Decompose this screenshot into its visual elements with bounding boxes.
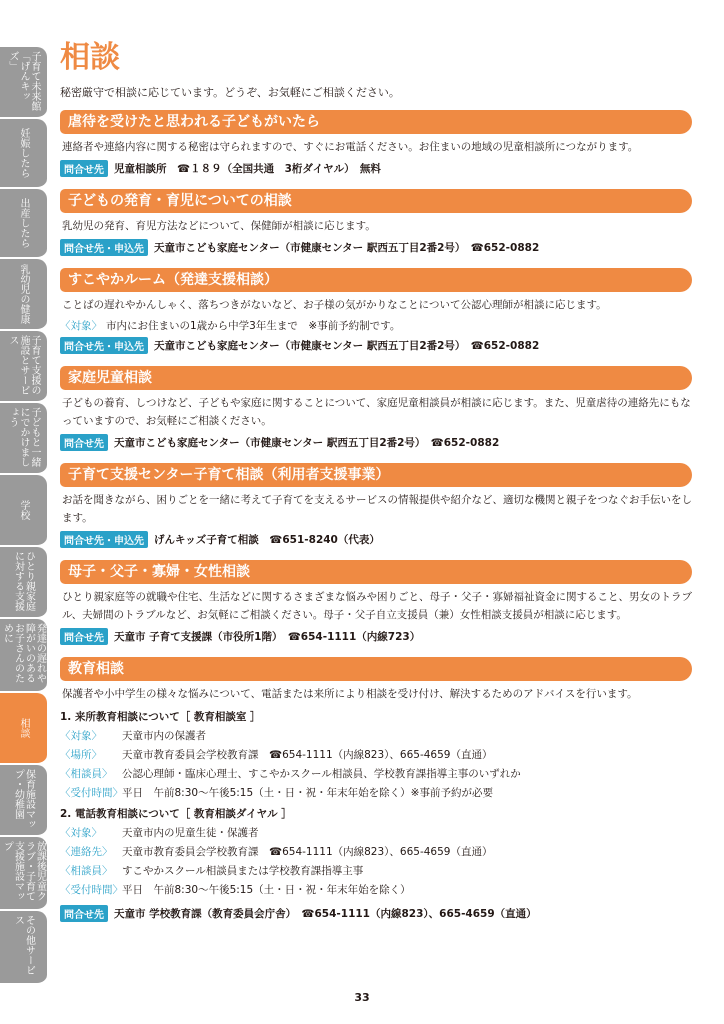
row-value: 天童市教育委員会学校教育課 ☎654-1111（内線823）、665-4659（直通）: [122, 846, 493, 858]
target-label: 〈対象〉: [60, 320, 102, 332]
row-value: 公認心理師・臨床心理士、すこやかスクール相談員、学校教育課指導主事のいずれか: [122, 768, 521, 780]
contact-tag: 問合せ先・申込先: [60, 337, 148, 354]
row-label: 〈対象〉: [60, 827, 102, 839]
contact-info: 天童市こども家庭センター（市健康センター 駅西五丁目2番2号） ☎652-0882: [154, 242, 540, 254]
row-label: 〈受付時間〉: [60, 787, 123, 799]
section-heading: 子育て支援センター子育て相談（利用者支援事業）: [60, 463, 692, 487]
row-label: 〈場所〉: [60, 749, 102, 761]
contact-info: 天童市こども家庭センター（市健康センター 駅西五丁目2番2号） ☎652-0882: [154, 340, 540, 352]
section-text: ことばの遅れやかんしゃく、落ちつきがないなど、お子様の気がかりなことについて公認心理師が相談に応じます。: [62, 299, 607, 311]
contact-tag: 問合せ先: [60, 160, 108, 177]
section-child-development: [60, 189, 692, 256]
row-label: 〈受付時間〉: [60, 884, 123, 896]
section-single-parent: [60, 560, 692, 645]
row-label: 〈連絡先〉: [60, 846, 113, 858]
contact-tag: 問合せ先: [60, 905, 108, 922]
intro-text: 秘密厳守で相談に応じています。どうぞ、お気軽にご相談ください。: [60, 86, 400, 99]
row-label: 〈対象〉: [60, 730, 102, 742]
side-tab-infant-health[interactable]: 乳幼児の健康: [0, 259, 47, 331]
row-value: 天童市教育委員会学校教育課 ☎654-1111（内線823）、665-4659（直通）: [122, 749, 493, 761]
contact-tag: 問合せ先・申込先: [60, 531, 148, 548]
contact-info: 天童市 学校教育課（教育委員会庁舎） ☎654-1111（内線823）、665-4659（直通）: [114, 908, 537, 920]
section-education: [60, 657, 692, 922]
section-heading: 教育相談: [60, 657, 692, 681]
side-tab-nursery-map[interactable]: 保育施設マップ・幼稚園: [0, 765, 47, 837]
contact-info: げんキッズ子育て相談 ☎651-8240（代表）: [154, 534, 380, 546]
row-value: 天童市内の保護者: [122, 730, 206, 742]
row-value: すこやかスクール相談員または学校教育課指導主事: [122, 865, 364, 877]
section-heading: 家庭児童相談: [60, 366, 692, 390]
section-abuse: [60, 110, 692, 177]
contact-info: 児童相談所 ☎１８９（全国共通 3桁ダイヤル） 無料: [114, 163, 381, 175]
side-tab-school[interactable]: 学校: [0, 475, 47, 547]
row-value: 平日 午前8:30～午後5:15（土・日・祝・年末年始を除く）: [122, 884, 411, 896]
contact-tag: 問合せ先: [60, 628, 108, 645]
section-text: 乳幼児の発育、育児方法などについて、保健師が相談に応じます。: [62, 220, 376, 232]
side-tab-afterschool-map[interactable]: 放課後児童クラブ・子育て支援施設マップ: [0, 837, 47, 911]
contact-info: 天童市こども家庭センター（市健康センター 駅西五丁目2番2号） ☎652-0882: [114, 437, 500, 449]
section-text: お話を聞きながら、困りごとを一緒に考えて子育てを支えるサービスの情報提供や紹介など、適切な機関と親子をつなぐお手伝いをします。: [62, 494, 692, 524]
section-text: 保護者や小中学生の様々な悩みについて、電話または来所により相談を受け付け、解決するためのアドバイスを行います。: [62, 688, 638, 700]
contact-info: 天童市 子育て支援課（市役所1階） ☎654-1111（内線723）: [114, 631, 421, 643]
side-tab-birth[interactable]: 出産したら: [0, 189, 47, 259]
page-number: 33: [354, 991, 370, 1004]
section-heading: 子どもの発育・育児についての相談: [60, 189, 692, 213]
section-heading: 母子・父子・寡婦・女性相談: [60, 560, 692, 584]
row-value: 天童市内の児童生徒・保護者: [122, 827, 259, 839]
section-sukoyaka-room: [60, 268, 692, 354]
section-support-center: [60, 463, 692, 548]
main-content: [60, 40, 692, 922]
side-tab-consultation[interactable]: 相談: [0, 693, 47, 765]
section-text: 連絡者や連絡内容に関する秘密は守られますので、すぐにお電話ください。お住まいの地域の児童相談所につながります。: [62, 141, 639, 153]
side-tab-pregnancy[interactable]: 妊娠したら: [0, 119, 47, 189]
section-heading: すこやかルーム（発達支援相談）: [60, 268, 692, 292]
section-family-child: [60, 366, 692, 451]
side-tab-single-parent[interactable]: ひとり親家庭に対する支援: [0, 547, 47, 619]
row-label: 〈相談員〉: [60, 768, 113, 780]
side-tab-support-facilities[interactable]: 子育て支援の施設とサービス: [0, 331, 47, 403]
row-label: 〈相談員〉: [60, 865, 113, 877]
side-tab-genkids[interactable]: 子育て未来館「げんキッズ」: [0, 47, 47, 119]
page-title: 相談: [60, 40, 120, 75]
subheading-visit: 1. 来所教育相談について［ 教育相談室 ］: [60, 711, 261, 723]
side-tab-development[interactable]: 発達の遅れや障がいのあるお子さんのために: [0, 619, 47, 693]
section-heading: 虐待を受けたと思われる子どもがいたら: [60, 110, 692, 134]
side-tab-outings[interactable]: 子どもと一緒にでかけましょう: [0, 403, 47, 475]
row-value: 平日 午前8:30～午後5:15（土・日・祝・年末年始を除く）※事前予約が必要: [122, 787, 493, 799]
contact-tag: 問合せ先: [60, 434, 108, 451]
subheading-phone: 2. 電話教育相談について［ 教育相談ダイヤル ］: [60, 808, 292, 820]
side-tab-other-services[interactable]: その他サービス: [0, 911, 47, 985]
section-text: 子どもの養育、しつけなど、子どもや家庭に関することについて、家庭児童相談員が相談に応じます。また、児童虐待の連絡先にもなっていますので、お気軽にご相談ください。: [62, 397, 691, 427]
contact-tag: 問合せ先・申込先: [60, 239, 148, 256]
target-text: 市内にお住まいの1歳から中学3年生まで ※事前予約制です。: [106, 320, 401, 332]
section-text: ひとり親家庭等の就職や住宅、生活などに関するさまざまな悩みや困りごと、母子・父子・寡婦福祉資金に関すること、男女のトラブル、夫婦間のトラブルなど、お気軽にご相談ください。母子・父子自立支援員（兼）女性相談支援員が相談に応じます。: [62, 591, 692, 621]
